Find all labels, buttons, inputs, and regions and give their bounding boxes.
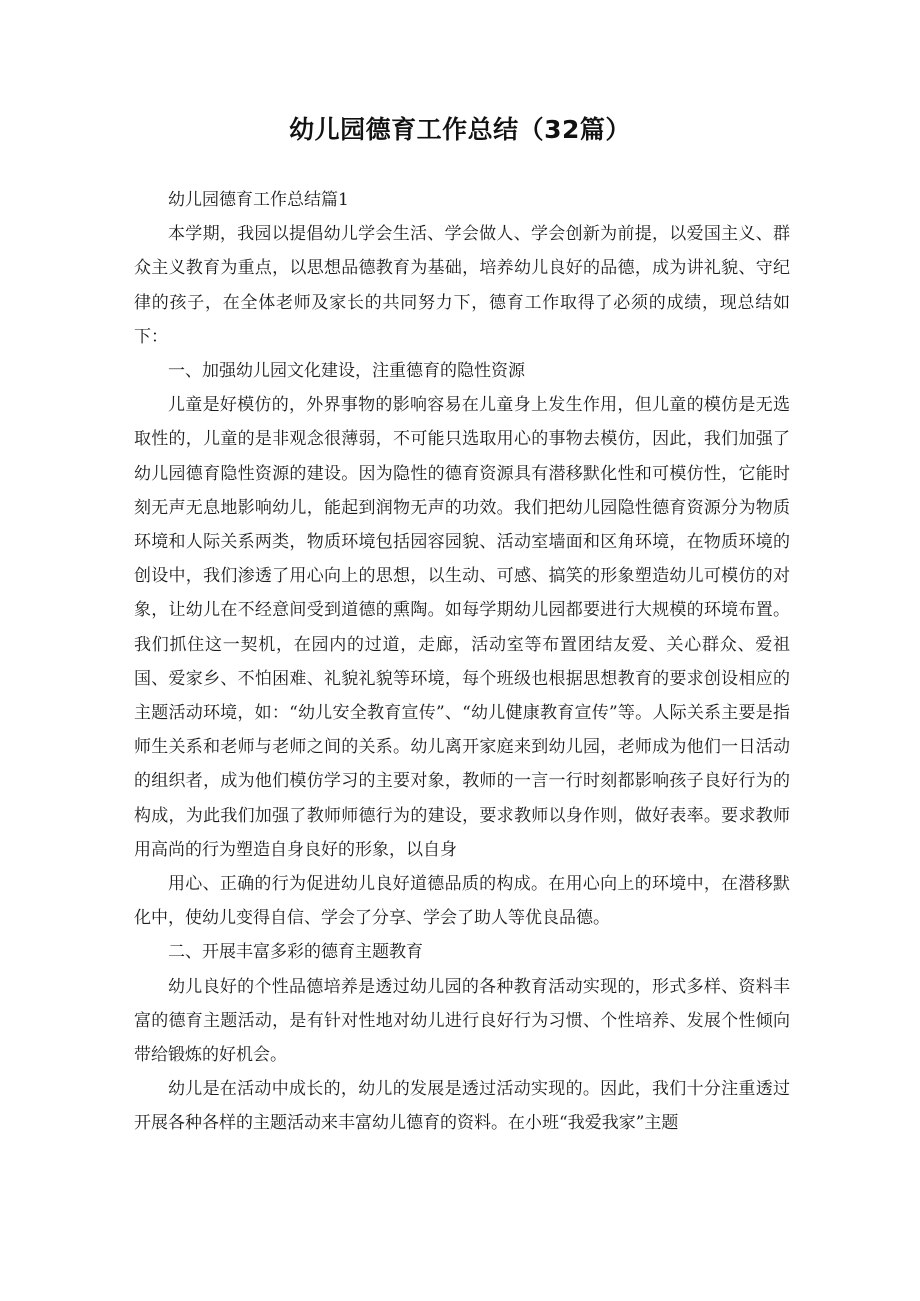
body-paragraph: 儿童是好模仿的，外界事物的影响容易在儿童身上发生作用，但儿童的模仿是无选取性的，儿童的是非观念很薄弱，不可能只选取用心的事物去模仿，因此，我们加强了幼儿园德育隐性资源的建设。因为隐性的德育资源具有潜移默化性和可模仿性，它能时刻无声无息地影响幼儿，能起到润物无声的功效。我们把幼儿园隐性德育资源分为物质环境和人际关系两类，物质环境包括园容园貌、活动室墙面和区角环境，在物质环境的创设中，我们渗透了用心向上的思想，以生动、可感、搞笑的形象塑造幼儿可模仿的对象，让幼儿在不经意间受到道德的熏陶。如每学期幼儿园都要进行大规模的环境布置。我们抓住这一契机，在园内的过道，走廊，活动室等布置团结友爱、关心群众、爱祖国、爱家乡、不怕困难、礼貌礼貌等环境，每个班级也根据思想教育的要求创设相应的主题活动环境，如：“幼儿安全教育宣传”、“幼儿健康教育宣传”等。人际关系主要是指师生关系和老师与老师之间的关系。幼儿离开家庭来到幼儿园，老师成为他们一日活动的组织者，成为他们模仿学习的主要对象，教师的一言一行时刻都影响孩子良好行为的构成，为此我们加强了教师师德行为的建设，要求教师以身作则，做好表率。要求教师用高尚的行为塑造自身良好的形象，以自身 bbox=[134, 395, 790, 860]
document-title: 幼儿园德育工作总结（32篇） bbox=[289, 115, 631, 144]
intro-paragraph: 本学期，我园以提倡幼儿学会生活、学会做人、学会创新为前提，以爱国主义、群众主义教育为重点，以思想品德教育为基础，培养幼儿良好的品德，成为讲礼貌、守纪律的孩子，在全体老师及家长的共同努力下，德育工作取得了必须的成绩，现总结如下： bbox=[134, 224, 790, 347]
section-heading-two: 二、开展丰富多彩的德育主题教育 bbox=[168, 942, 423, 963]
body-paragraph: 用心、正确的行为促进幼儿良好道德品质的构成。在用心向上的环境中，在潜移默化中，使幼儿变得自信、学会了分享、学会了助人等优良品德。 bbox=[134, 874, 790, 929]
body-paragraph: 幼儿良好的个性品德培养是透过幼儿园的各种教育活动实现的，形式多样、资料丰富的德育主题活动，是有针对性地对幼儿进行良好行为习惯、个性培养、发展个性倾向带给锻炼的好机会。 bbox=[134, 976, 790, 1066]
document-body bbox=[134, 183, 790, 1141]
section-heading-part1: 幼儿园德育工作总结篇1 bbox=[168, 190, 349, 210]
section-heading-one: 一、加强幼儿园文化建设，注重德育的隐性资源 bbox=[168, 361, 525, 382]
body-paragraph: 幼儿是在活动中成长的，幼儿的发展是透过活动实现的。因此，我们十分注重透过开展各种各样的主题活动来丰富幼儿德育的资料。在小班“我爱我家”主题 bbox=[134, 1079, 790, 1134]
